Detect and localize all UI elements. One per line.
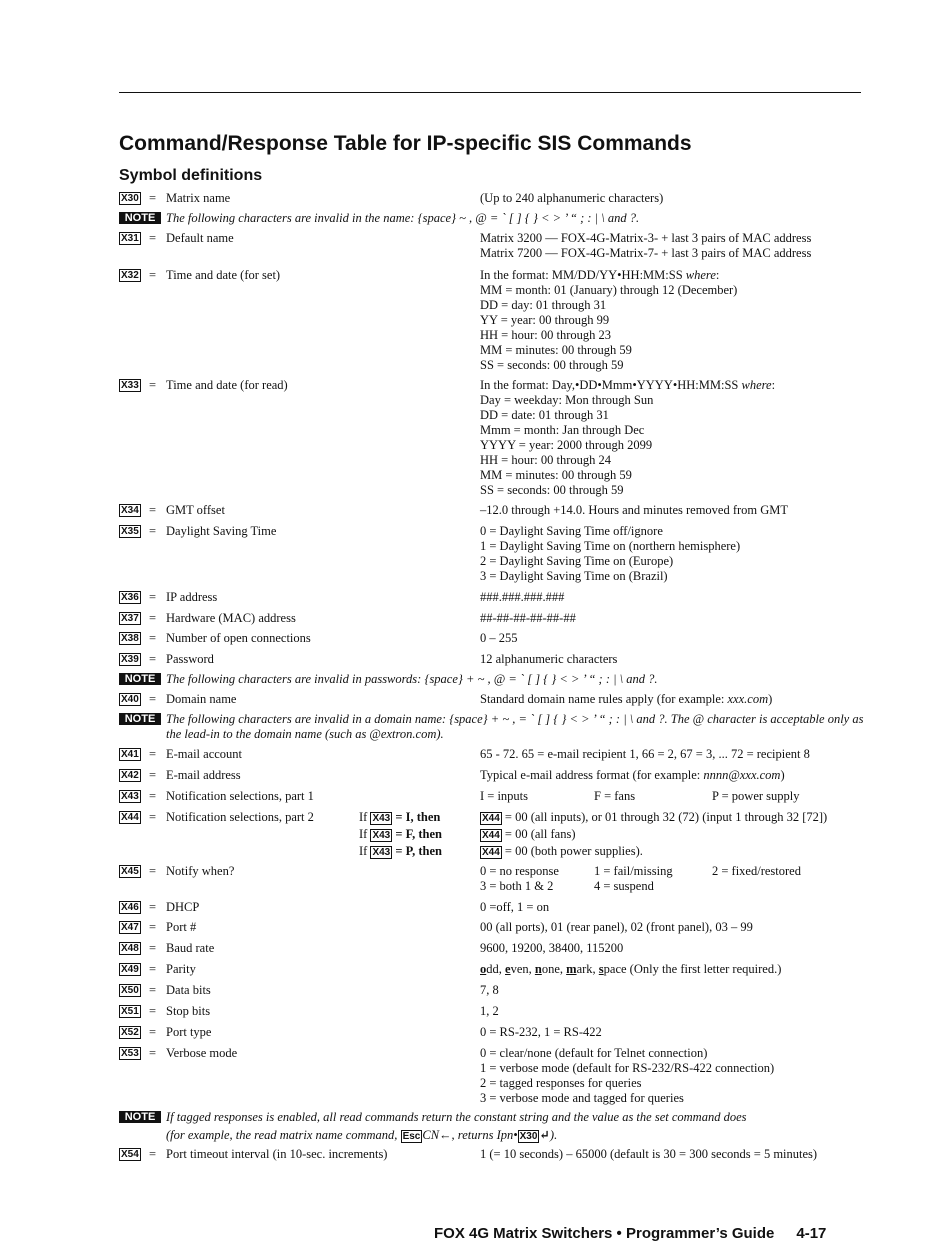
description-line: 0 = clear/none (default for Telnet connection)	[480, 1046, 708, 1060]
symbol-name: Stop bits	[166, 1004, 211, 1018]
note-label: NOTE	[119, 713, 161, 725]
condition-then: = I, then	[392, 810, 441, 824]
symbol-x49: X49	[121, 964, 139, 975]
description-text: )	[780, 768, 785, 782]
symbol-name: Notify when?	[166, 864, 235, 878]
description-line: DD = day: 01 through 31	[480, 298, 607, 312]
note-text-part: ).	[549, 1128, 558, 1142]
symbol-x30: X30	[121, 193, 139, 204]
description-text: )	[768, 692, 773, 706]
symbol-box-x44: X44	[482, 847, 500, 858]
parity-letter: o	[480, 962, 487, 976]
parity-text: dd,	[486, 962, 505, 976]
description-line: SS = seconds: 00 through 59	[480, 483, 624, 497]
description-line: 3 = verbose mode and tagged for queries	[480, 1091, 684, 1105]
parity-letter: e	[505, 962, 511, 976]
equals-sign: =	[149, 941, 157, 955]
symbol-name: Password	[166, 652, 214, 666]
condition-result	[480, 844, 643, 859]
condition-if: If	[359, 810, 371, 824]
symbol-x40: X40	[121, 694, 139, 705]
symbol-x45: X45	[121, 866, 139, 877]
symbol-x44: X44	[121, 812, 139, 823]
symbol-name: Default name	[166, 231, 234, 245]
notify-option: 0 = no response	[480, 864, 559, 878]
left-arrow-icon: ←	[439, 1128, 452, 1142]
example-value: nnnn@xxx.com	[703, 768, 781, 782]
format-line	[480, 378, 775, 393]
notify-option: 4 = suspend	[594, 879, 654, 893]
note-text-part: CN	[422, 1128, 440, 1142]
note-text: The following characters are invalid in the name: {space} ~ , @ = ` [ ] { } < > ’ “ ; : | \ and ?.	[166, 211, 640, 225]
equals-sign: =	[149, 1004, 157, 1018]
description-line: HH = hour: 00 through 23	[480, 328, 611, 342]
note-text: The following characters are invalid in passwords: {space} + ~ , @ = ` [ ] { } < > ’ “ ; : | \ and ?.	[166, 672, 658, 686]
condition-if: If	[359, 844, 371, 858]
symbol-box-x43: X43	[372, 813, 391, 824]
symbol-x46: X46	[121, 902, 139, 913]
format-text: In the format: Day,•DD•Mmm•YYYY•HH:MM:SS	[480, 378, 739, 392]
symbol-x32: X32	[121, 270, 139, 281]
description-line: Mmm = month: Jan through Dec	[480, 423, 645, 437]
description-line: 0 =off, 1 = on	[480, 900, 550, 914]
symbol-name: Port type	[166, 1025, 212, 1039]
note-text-part: , returns Ipn•	[451, 1128, 518, 1142]
parity-letter: s	[598, 962, 604, 976]
description-line: MM = month: 01 (January) through 12 (December)	[480, 283, 738, 297]
equals-sign: =	[149, 378, 157, 392]
symbol-name: Data bits	[166, 983, 211, 997]
notify-option: 2 = fixed/restored	[712, 864, 801, 878]
format-text: In the format: MM/DD/YY•HH:MM:SS	[480, 268, 683, 282]
section-heading: Symbol definitions	[119, 167, 263, 184]
note-text: The following characters are invalid in a domain name: {space} + ~ , = ` [ ] { } < > ’ “ ; : | \ and ?. The @ character is acceptable only as	[166, 712, 864, 726]
description-line: 1, 2	[480, 1004, 499, 1018]
selection-option: P = power supply	[712, 789, 800, 803]
example-value: xxx.com	[727, 692, 769, 706]
symbol-box-x30: X30	[519, 1131, 538, 1142]
equals-sign: =	[149, 920, 157, 934]
note-text-part: (for example, the read matrix name command,	[166, 1128, 401, 1142]
selection-option: F = fans	[594, 789, 636, 803]
symbol-name: Port #	[166, 920, 197, 934]
equals-sign: =	[149, 768, 157, 782]
note-label: NOTE	[119, 673, 161, 685]
equals-sign: =	[149, 810, 157, 824]
equals-sign: =	[149, 789, 157, 803]
condition	[359, 827, 442, 842]
symbol-box-x43: X43	[372, 847, 391, 858]
description-line: 7, 8	[480, 983, 499, 997]
notify-option: 1 = fail/missing	[594, 864, 673, 878]
description-line: 0 – 255	[480, 631, 518, 645]
symbol-name: Domain name	[166, 692, 237, 706]
equals-sign: =	[149, 191, 157, 205]
symbol-name: Port timeout interval (in 10-sec. increments)	[166, 1147, 388, 1161]
symbol-name: Notification selections, part 2	[166, 810, 314, 824]
description-line: Matrix 3200 — FOX-4G-Matrix-3- + last 3 pairs of MAC address	[480, 231, 812, 245]
description-line: 9600, 19200, 38400, 115200	[480, 941, 624, 955]
description-line: DD = date: 01 through 31	[480, 408, 609, 422]
result-text: = 00 (all fans)	[501, 827, 576, 841]
description-line: HH = hour: 00 through 24	[480, 453, 611, 467]
equals-sign: =	[149, 631, 157, 645]
symbol-name: DHCP	[166, 900, 200, 914]
description-line: 0 = Daylight Saving Time off/ignore	[480, 524, 663, 538]
equals-sign: =	[149, 1147, 157, 1161]
condition-then: = F, then	[392, 827, 442, 841]
description-text: Standard domain name rules apply (for example:	[480, 692, 728, 706]
symbol-x39: X39	[121, 654, 139, 665]
symbol-x42: X42	[121, 770, 139, 781]
description-line: 2 = tagged responses for queries	[480, 1076, 642, 1090]
footer-title: FOX 4G Matrix Switchers • Programmer’s Guide	[434, 1225, 775, 1242]
format-where: where	[738, 378, 772, 392]
note-text: If tagged responses is enabled, all read commands return the constant string and the value as the set command does	[166, 1110, 747, 1124]
symbol-x35: X35	[121, 526, 139, 537]
format-colon: :	[715, 268, 720, 282]
notify-option: 3 = both 1 & 2	[480, 879, 554, 893]
description-line: 12 alphanumeric characters	[480, 652, 618, 666]
description-line	[480, 692, 772, 707]
condition-then: = P, then	[392, 844, 442, 858]
equals-sign: =	[149, 268, 157, 282]
description-line: 00 (all ports), 01 (rear panel), 02 (front panel), 03 – 99	[480, 920, 753, 934]
description-line: MM = minutes: 00 through 59	[480, 343, 632, 357]
equals-sign: =	[149, 962, 157, 976]
equals-sign: =	[149, 747, 157, 761]
description-line: Day = weekday: Mon through Sun	[480, 393, 654, 407]
equals-sign: =	[149, 864, 157, 878]
result-text: = 00 (all inputs), or 01 through 32 (72) (input 1 through 32 [72])	[501, 810, 828, 824]
symbol-name: Daylight Saving Time	[166, 524, 277, 538]
page-footer	[434, 1225, 826, 1242]
parity-text: pace (Only the first letter required.)	[603, 962, 782, 976]
description-line: 0 = RS-232, 1 = RS-422	[480, 1025, 602, 1039]
symbol-name: Hardware (MAC) address	[166, 611, 296, 625]
escape-key: Esc	[402, 1131, 421, 1142]
symbol-name: Notification selections, part 1	[166, 789, 314, 803]
page-number: 4-17	[796, 1225, 827, 1242]
condition-if: If	[359, 827, 371, 841]
symbol-x54: X54	[121, 1149, 139, 1160]
symbol-x36: X36	[121, 592, 139, 603]
symbol-name: E-mail account	[166, 747, 243, 761]
parity-text: one,	[541, 962, 567, 976]
condition-result	[480, 827, 576, 842]
page-title: Command/Response Table for IP-specific SIS Commands	[119, 132, 692, 155]
equals-sign: =	[149, 590, 157, 604]
symbol-x53: X53	[121, 1048, 139, 1059]
equals-sign: =	[149, 611, 157, 625]
description-line: 1 = Daylight Saving Time on (northern hemisphere)	[480, 539, 741, 553]
symbol-name: Matrix name	[166, 191, 231, 205]
equals-sign: =	[149, 900, 157, 914]
description-line: 2 = Daylight Saving Time on (Europe)	[480, 554, 674, 568]
symbol-name: Time and date (for set)	[166, 268, 281, 282]
symbol-x41: X41	[121, 749, 139, 760]
symbol-name: Time and date (for read)	[166, 378, 288, 392]
description-line: MM = minutes: 00 through 59	[480, 468, 632, 482]
header-rule	[119, 92, 861, 93]
parity-options	[480, 962, 781, 977]
symbol-name: E-mail address	[166, 768, 241, 782]
description-line: Matrix 7200 — FOX-4G-Matrix-7- + last 3 pairs of MAC address	[480, 246, 812, 260]
format-colon: :	[771, 378, 776, 392]
parity-letter: m	[566, 962, 577, 976]
parity-text: ark,	[576, 962, 599, 976]
result-text: = 00 (both power supplies).	[501, 844, 643, 858]
equals-sign: =	[149, 503, 157, 517]
equals-sign: =	[149, 231, 157, 245]
description-line: YYYY = year: 2000 through 2099	[480, 438, 653, 452]
note-text	[166, 1128, 557, 1143]
symbol-x47: X47	[121, 922, 139, 933]
equals-sign: =	[149, 652, 157, 666]
description-line: ###.###.###.###	[480, 590, 565, 604]
symbol-box-x44: X44	[482, 813, 500, 824]
symbol-x33: X33	[121, 380, 139, 391]
note-label: NOTE	[119, 212, 161, 224]
description-line: (Up to 240 alphanumeric characters)	[480, 191, 664, 205]
symbol-x50: X50	[121, 985, 139, 996]
description-line: 1 (= 10 seconds) – 65000 (default is 30 = 300 seconds = 5 minutes)	[480, 1147, 818, 1161]
note-text: the lead-in to the domain name (such as @extron.com).	[166, 727, 444, 741]
description-line: –12.0 through +14.0. Hours and minutes removed from GMT	[480, 503, 789, 517]
description-line: SS = seconds: 00 through 59	[480, 358, 624, 372]
symbol-name: Number of open connections	[166, 631, 311, 645]
symbol-box-x43: X43	[372, 830, 391, 841]
condition	[359, 844, 442, 859]
description-line	[480, 768, 785, 783]
symbol-x34: X34	[121, 505, 139, 516]
equals-sign: =	[149, 1046, 157, 1060]
symbol-name: Parity	[166, 962, 196, 976]
symbol-x38: X38	[121, 633, 139, 644]
symbol-x48: X48	[121, 943, 139, 954]
description-line: 1 = verbose mode (default for RS-232/RS-422 connection)	[480, 1061, 775, 1075]
description-line: ##-##-##-##-##-##	[480, 611, 576, 625]
symbol-x31: X31	[121, 233, 139, 244]
symbol-name: Baud rate	[166, 941, 215, 955]
equals-sign: =	[149, 1025, 157, 1039]
symbol-x43: X43	[121, 791, 139, 802]
selection-option: I = inputs	[480, 789, 529, 803]
symbol-box-x44: X44	[482, 830, 500, 841]
equals-sign: =	[149, 524, 157, 538]
symbol-x37: X37	[121, 613, 139, 624]
description-line: 65 - 72. 65 = e-mail recipient 1, 66 = 2, 67 = 3, ... 72 = recipient 8	[480, 747, 810, 761]
equals-sign: =	[149, 983, 157, 997]
description-line: 3 = Daylight Saving Time on (Brazil)	[480, 569, 668, 583]
format-where: where	[682, 268, 716, 282]
condition	[359, 810, 440, 825]
description-text: Typical e-mail address format (for example:	[480, 768, 704, 782]
symbol-name: IP address	[166, 590, 218, 604]
condition-result	[480, 810, 827, 825]
description-line: YY = year: 00 through 99	[480, 313, 610, 327]
parity-text: ven,	[510, 962, 535, 976]
symbol-name: GMT offset	[166, 503, 225, 517]
symbol-x51: X51	[121, 1006, 139, 1017]
note-label: NOTE	[119, 1111, 161, 1123]
return-arrow-icon: ↵	[539, 1128, 550, 1142]
symbol-name: Verbose mode	[166, 1046, 238, 1060]
parity-letter: n	[534, 962, 542, 976]
equals-sign: =	[149, 692, 157, 706]
symbol-x52: X52	[121, 1027, 139, 1038]
format-line	[480, 268, 719, 283]
